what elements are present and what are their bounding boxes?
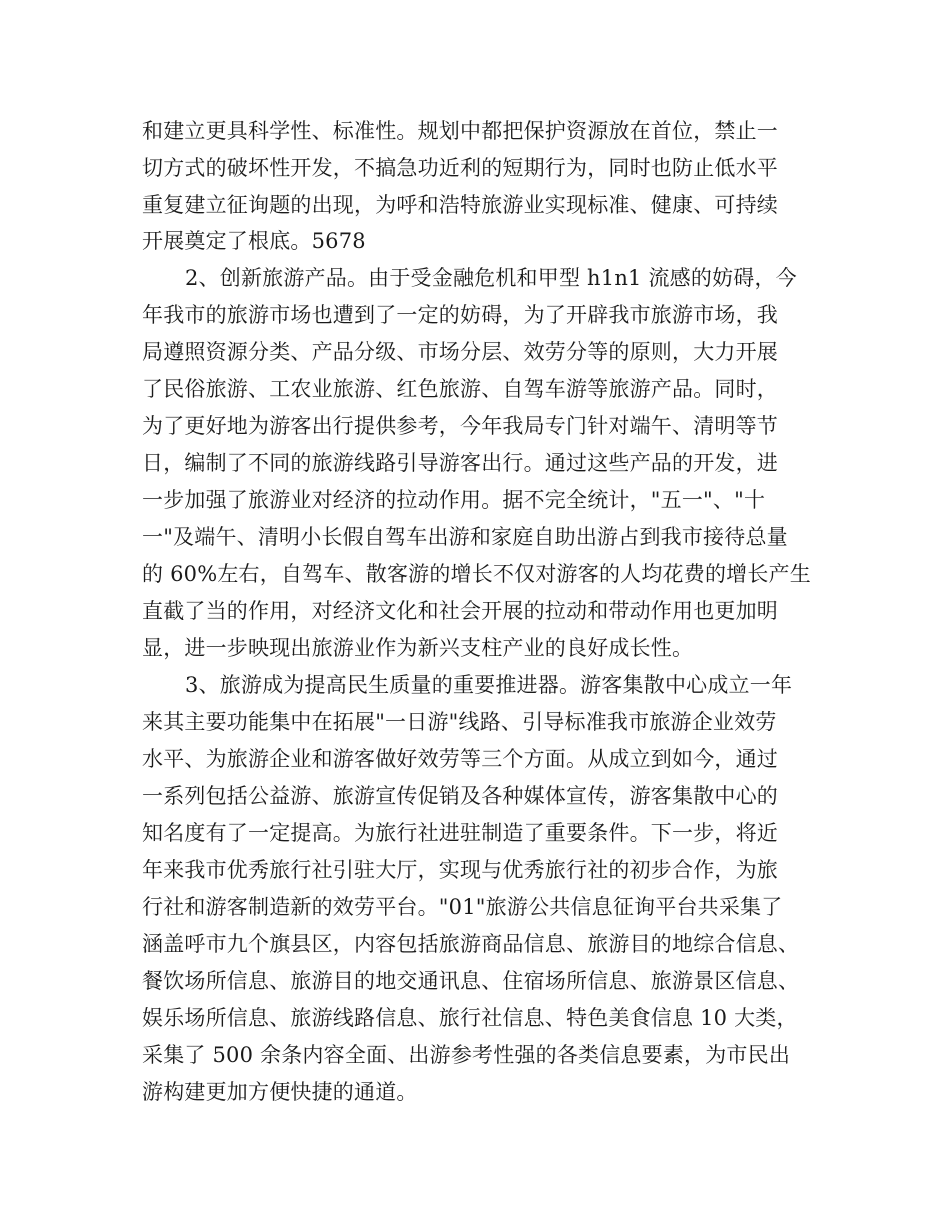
paragraph-1-line-3: 重复建立征询题的出现，为呼和浩特旅游业实现标准、健康、可持续 [142, 193, 778, 217]
paragraph-2-line-10: 直截了当的作用，对经济文化和社会开展的拉动和带动作用也更加明 [142, 599, 778, 623]
paragraph-1-line-1: 和建立更具科学性、标准性。规划中都把保护资源放在首位，禁止一 [142, 119, 778, 143]
paragraph-2-line-4: 了民俗旅游、工农业旅游、红色旅游、自驾车游等旅游产品。同时， [142, 377, 778, 401]
paragraph-3-line-3: 水平、为旅游企业和游客做好效劳等三个方面。从成立到如今，通过 [142, 747, 778, 771]
paragraph-3-line-12: 游构建更加方便快捷的通道。 [142, 1080, 418, 1104]
paragraph-3-line-10: 娱乐场所信息、旅游线路信息、旅行社信息、特色美食信息 10 大类， [142, 1006, 798, 1030]
paragraph-3-line-7: 行社和游客制造新的效劳平台。"01"旅游公共信息征询平台共采集了 [142, 895, 783, 919]
paragraph-3-line-1: 3、旅游成为提高民生质量的重要推进器。游客集散中心成立一年 [185, 673, 793, 697]
paragraph-2-line-3: 局遵照资源分类、产品分级、市场分层、效劳分等的原则，大力开展 [142, 340, 778, 364]
paragraph-3-line-11: 采集了 500 余条内容全面、出游参考性强的各类信息要素，为市民出 [142, 1043, 791, 1067]
paragraph-2-line-9: 的 60%左右，自驾车、散客游的增长不仅对游客的人均花费的增长产生 [142, 562, 811, 586]
paragraph-3-line-5: 知名度有了一定提高。为旅行社进驻制造了重要条件。下一步，将近 [142, 821, 778, 845]
paragraph-2-line-5: 为了更好地为游客出行提供参考，今年我局专门针对端午、清明等节 [142, 414, 778, 438]
paragraph-1-line-4: 开展奠定了根底。5678 [142, 229, 366, 253]
paragraph-2-line-7: 一步加强了旅游业对经济的拉动作用。据不完全统计，"五一"、"十 [142, 488, 766, 512]
paragraph-3-line-2: 来其主要功能集中在拓展"一日游"线路、引导标准我市旅游企业效劳 [142, 710, 777, 734]
paragraph-2-line-11: 显，进一步映现出旅游业作为新兴支柱产业的良好成长性。 [142, 636, 694, 660]
paragraph-2-line-8: 一"及端午、清明小长假自驾车出游和家庭自助出游占到我市接待总量 [142, 525, 788, 549]
paragraph-1-line-2: 切方式的破坏性开发，不搞急功近利的短期行为，同时也防止低水平 [142, 156, 778, 180]
paragraph-3-line-6: 年来我市优秀旅行社引驻大厅，实现与优秀旅行社的初步合作，为旅 [142, 858, 778, 882]
paragraph-2-line-6: 日，编制了不同的旅游线路引导游客出行。通过这些产品的开发，进 [142, 451, 778, 475]
paragraph-3-line-4: 一系列包括公益游、旅游宣传促销及各种媒体宣传，游客集散中心的 [142, 784, 778, 808]
paragraph-2-line-1: 2、创新旅游产品。由于受金融危机和甲型 h1n1 流感的妨碍，今 [185, 266, 797, 290]
paragraph-3-line-8: 涵盖呼市九个旗县区，内容包括旅游商品信息、旅游目的地综合信息、 [142, 932, 800, 956]
paragraph-3-line-9: 餐饮场所信息、旅游目的地交通讯息、住宿场所信息、旅游景区信息、 [142, 969, 800, 993]
paragraph-2-line-2: 年我市的旅游市场也遭到了一定的妨碍，为了开辟我市旅游市场，我 [142, 303, 778, 327]
